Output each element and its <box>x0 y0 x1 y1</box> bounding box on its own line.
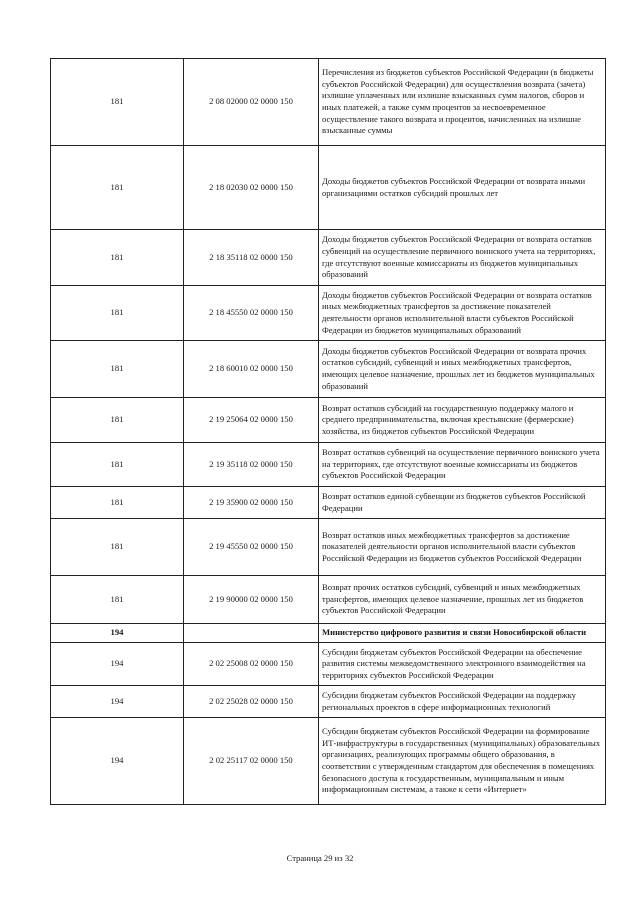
section-title: Министерство цифрового развития и связи Новосибирской области <box>319 624 606 643</box>
admin-code-cell: 181 <box>51 341 184 398</box>
revenue-name-cell: Субсидии бюджетам субъектов Российской Федерации на формирование ИТ-инфраструктуры в государственных (муниципальных) образовательных организациях, реализующих программы общего образования, в соответствии с утвержденным стандартом для обеспечения в помещениях безопасного доступа к государственным, муниципальным и иным информационным системам, а также к сети «Интернет» <box>319 718 606 805</box>
admin-code-cell: 181 <box>51 487 184 519</box>
table-row <box>51 576 606 624</box>
revenue-code-cell: 2 08 02000 02 0000 150 <box>184 59 319 146</box>
table-row <box>51 487 606 519</box>
revenue-name-cell: Возврат остатков субвенций на осуществление первичного воинского учета на территориях, где отсутствуют военные комиссариаты из бюджетов субъектов Российской Федерации <box>319 443 606 487</box>
revenue-code-cell: 2 19 45550 02 0000 150 <box>184 519 319 576</box>
revenue-code-cell: 2 02 25008 02 0000 150 <box>184 643 319 686</box>
section-code-cell <box>184 624 319 643</box>
admin-code-cell: 194 <box>51 718 184 805</box>
revenue-code-cell: 2 19 35900 02 0000 150 <box>184 487 319 519</box>
table-row <box>51 519 606 576</box>
page-number-footer: Страница 29 из 32 <box>286 853 354 863</box>
revenue-name-cell: Доходы бюджетов субъектов Российской Федерации от возврата прочих остатков субсидий, субвенций и иных межбюджетных трансфертов, имеющих целевое назначение, прошлых лет из бюджетов муниципальных образований <box>319 341 606 398</box>
revenue-code-cell: 2 19 90000 02 0000 150 <box>184 576 319 624</box>
revenue-name-cell: Возврат остатков иных межбюджетных трансфертов за достижение показателей деятельности органов исполнительной власти субъектов Российской Федерации из бюджетов субъектов Российской Федерации <box>319 519 606 576</box>
revenue-code-cell: 2 19 35118 02 0000 150 <box>184 443 319 487</box>
revenue-name-cell: Перечисления из бюджетов субъектов Российской Федерации (в бюджеты субъектов Российской Федерации) для осуществления возврата (зачета) излишне уплаченных или излишне взысканных сумм налогов, сборов и иных платежей, а также сумм процентов за несвоевременное осуществление такого возврата и процентов, начисленных на излишне взысканные суммы <box>319 59 606 146</box>
table-row <box>51 398 606 443</box>
revenue-name-cell: Доходы бюджетов субъектов Российской Федерации от возврата остатков субвенций на осуществление первичного воинского учета на территориях, где отсутствуют военные комиссариаты из бюджетов муниципальных образований <box>319 230 606 286</box>
revenue-code-cell: 2 02 25117 02 0000 150 <box>184 718 319 805</box>
revenue-code-cell: 2 18 60010 02 0000 150 <box>184 341 319 398</box>
revenue-name-cell: Возврат остатков единой субвенции из бюджетов субъектов Российской Федерации <box>319 487 606 519</box>
table-row <box>51 230 606 286</box>
revenue-code-cell: 2 18 45550 02 0000 150 <box>184 286 319 341</box>
table-row <box>51 59 606 146</box>
revenue-code-cell: 2 18 02030 02 0000 150 <box>184 146 319 230</box>
table-row <box>51 443 606 487</box>
table-row <box>51 686 606 718</box>
revenue-code-cell: 2 19 25064 02 0000 150 <box>184 398 319 443</box>
revenue-name-cell: Возврат остатков субсидий на государственную поддержку малого и среднего предпринимательства, включая крестьянские (фермерские) хозяйства, из бюджетов субъектов Российской Федерации <box>319 398 606 443</box>
admin-code-cell: 181 <box>51 398 184 443</box>
section-admin-code: 194 <box>51 624 184 643</box>
admin-code-cell: 181 <box>51 519 184 576</box>
table-row <box>51 146 606 230</box>
table-row <box>51 718 606 805</box>
admin-code-cell: 194 <box>51 686 184 718</box>
table-row <box>51 643 606 686</box>
revenue-name-cell: Доходы бюджетов субъектов Российской Федерации от возврата остатков иных межбюджетных трансфертов за достижение показателей деятельности органов исполнительной власти субъектов Российской Федерации из бюджетов муниципальных образований <box>319 286 606 341</box>
admin-code-cell: 181 <box>51 146 184 230</box>
admin-code-cell: 194 <box>51 643 184 686</box>
revenue-codes-table <box>50 58 606 805</box>
admin-code-cell: 181 <box>51 230 184 286</box>
revenue-name-cell: Субсидии бюджетам субъектов Российской Федерации на обеспечение развития системы межведомственного электронного взаимодействия на территориях субъектов Российской Федерации <box>319 643 606 686</box>
admin-code-cell: 181 <box>51 59 184 146</box>
revenue-name-cell: Возврат прочих остатков субсидий, субвенций и иных межбюджетных трансфертов, имеющих целевое назначение, прошлых лет из бюджетов субъектов Российской Федерации <box>319 576 606 624</box>
table-row <box>51 286 606 341</box>
revenue-name-cell: Доходы бюджетов субъектов Российской Федерации от возврата иными организациями остатков субсидий прошлых лет <box>319 146 606 230</box>
admin-code-cell: 181 <box>51 286 184 341</box>
revenue-code-cell: 2 18 35118 02 0000 150 <box>184 230 319 286</box>
revenue-name-cell: Субсидии бюджетам субъектов Российской Федерации на поддержку региональных проектов в сфере информационных технологий <box>319 686 606 718</box>
table-row <box>51 341 606 398</box>
section-header-row <box>51 624 606 643</box>
revenue-code-cell: 2 02 25028 02 0000 150 <box>184 686 319 718</box>
admin-code-cell: 181 <box>51 576 184 624</box>
admin-code-cell: 181 <box>51 443 184 487</box>
